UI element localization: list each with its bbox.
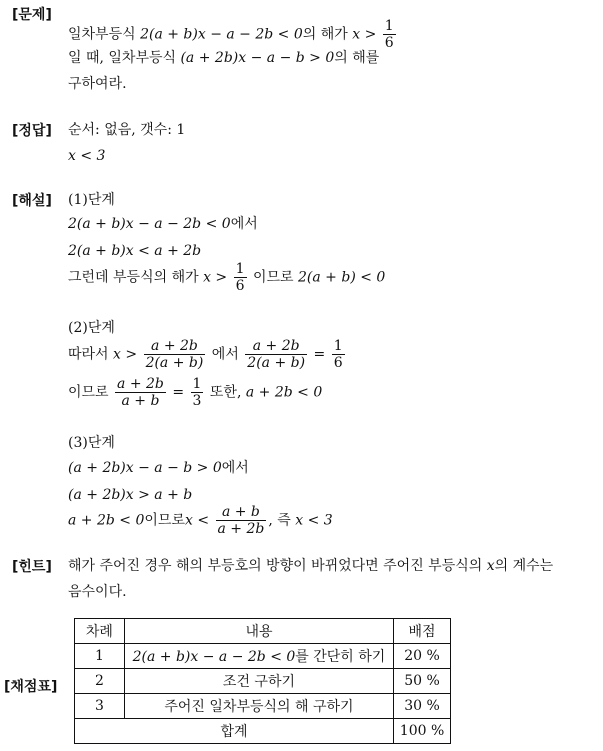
- total-score: 100 %: [394, 719, 451, 744]
- total-label: 합계: [75, 719, 394, 744]
- numerator: 1: [384, 18, 394, 34]
- denominator: 2(a + b): [145, 355, 204, 371]
- solution-text: 에서: [211, 346, 244, 363]
- solution-text: 따라서: [68, 346, 114, 363]
- row-text: 를 간단히 하기: [295, 649, 386, 665]
- fraction: [216, 504, 267, 537]
- problem-line-2: [68, 48, 379, 68]
- numerator: 1: [333, 338, 343, 354]
- solution-text: 그런데 부등식의 해가: [68, 269, 204, 286]
- row-score: 50 %: [394, 669, 451, 694]
- hint-line-1: [68, 556, 553, 576]
- equals-sign: =: [172, 384, 185, 401]
- problem-math: (a + 2b)x − a − b > 0: [180, 50, 335, 66]
- row-math: 2(a + b)x − a − 2b < 0: [132, 649, 296, 665]
- table-header: 배점: [394, 619, 451, 644]
- solution-text: , 즉: [268, 512, 296, 529]
- table-row: [75, 644, 451, 669]
- row-content: 조건 구하기: [124, 669, 393, 694]
- problem-text: 일차부등식: [68, 26, 141, 43]
- table-header: 내용: [124, 619, 393, 644]
- step1-line-2: 2(a + b)x < a + 2b: [68, 243, 202, 259]
- numerator: a + 2b: [245, 338, 307, 355]
- step3-line-2: (a + 2b)x > a + b: [68, 487, 193, 503]
- table-header: 차례: [75, 619, 125, 644]
- solution-text: 이므로: [144, 512, 185, 529]
- problem-math: 2(a + b)x − a − 2b < 0: [140, 26, 303, 43]
- solution-math: 2(a + b)x − a − 2b < 0: [68, 216, 231, 232]
- answer-label: [정답]: [12, 123, 52, 139]
- problem-line-3: 구하여라.: [68, 76, 127, 92]
- numerator: a + 2b: [117, 376, 164, 392]
- solution-label: [해설]: [12, 193, 52, 209]
- problem-line-1: [68, 18, 398, 51]
- fraction: [234, 261, 247, 294]
- solution-text: 이므로: [252, 269, 299, 286]
- denominator: 2(a + b): [247, 355, 306, 371]
- solution-text: 또한,: [209, 384, 246, 401]
- solution-math: a + 2b < 0: [68, 512, 145, 529]
- table-row: [75, 669, 451, 694]
- step3-line-1: [68, 458, 249, 478]
- table-total-row: [75, 719, 451, 744]
- numerator: a + 2b: [144, 338, 206, 355]
- numerator: 1: [235, 261, 245, 277]
- denominator: 6: [333, 355, 343, 371]
- denominator: 6: [235, 278, 245, 294]
- fraction: [191, 376, 204, 409]
- table-row: [75, 694, 451, 719]
- solution-math: x < 3: [295, 512, 333, 529]
- denominator: 3: [192, 393, 202, 409]
- problem-text: 의 해를: [334, 50, 380, 66]
- denominator: a + b: [121, 393, 160, 409]
- row-content: [124, 644, 393, 669]
- problem-math: x >: [352, 26, 377, 43]
- rubric-label: [채점표]: [4, 679, 58, 695]
- solution-math: 2(a + b) < 0: [298, 269, 386, 286]
- step3-title: (3)단계: [68, 435, 115, 451]
- step2-line-1: [68, 338, 347, 371]
- answer-result: x < 3: [68, 148, 106, 164]
- table-header-row: [75, 619, 451, 644]
- denominator: a + 2b: [217, 521, 265, 537]
- hint-label: [힌트]: [12, 559, 52, 575]
- hint-text: 의 계수는: [494, 558, 554, 574]
- denominator: 6: [384, 35, 394, 51]
- solution-math: x <: [184, 512, 210, 529]
- solution-math: a + 2b < 0: [245, 384, 323, 401]
- row-score: 20 %: [394, 644, 451, 669]
- step1-title: (1)단계: [68, 192, 115, 208]
- solution-math: x >: [203, 269, 228, 286]
- solution-text: 에서: [230, 216, 258, 232]
- step3-line-3: [68, 504, 333, 537]
- hint-math: x: [486, 558, 495, 574]
- fraction: [332, 338, 345, 371]
- row-number: 2: [75, 669, 125, 694]
- step1-line-3: [68, 261, 385, 294]
- rubric-table: [74, 618, 451, 744]
- fraction: [144, 338, 206, 371]
- step2-line-2: [68, 376, 322, 409]
- step2-title: (2)단계: [68, 320, 115, 336]
- hint-line-2: 음수이다.: [68, 584, 127, 600]
- numerator: a + b: [216, 504, 267, 521]
- problem-text: 의 해가: [302, 26, 353, 43]
- fraction: [383, 18, 396, 51]
- numerator: 1: [192, 376, 202, 392]
- fraction: [245, 338, 307, 371]
- problem-text: 일 때, 일차부등식: [68, 50, 181, 66]
- row-number: 1: [75, 644, 125, 669]
- solution-text: 이므로: [68, 384, 114, 401]
- equals-sign: =: [313, 346, 326, 363]
- step1-line-1: [68, 214, 258, 234]
- solution-text: 에서: [221, 460, 249, 476]
- row-content: 주어진 일차부등식의 해 구하기: [124, 694, 393, 719]
- solution-math: (a + 2b)x − a − b > 0: [68, 460, 222, 476]
- problem-label: [문제]: [12, 7, 52, 23]
- fraction: [115, 376, 166, 409]
- row-score: 30 %: [394, 694, 451, 719]
- answer-order: 순서: 없음, 갯수: 1: [68, 122, 186, 138]
- hint-text: 해가 주어진 경우 해의 부등호의 방향이 바뀌었다면 주어진 부등식의: [68, 558, 487, 574]
- solution-math: x >: [113, 346, 138, 363]
- row-number: 3: [75, 694, 125, 719]
